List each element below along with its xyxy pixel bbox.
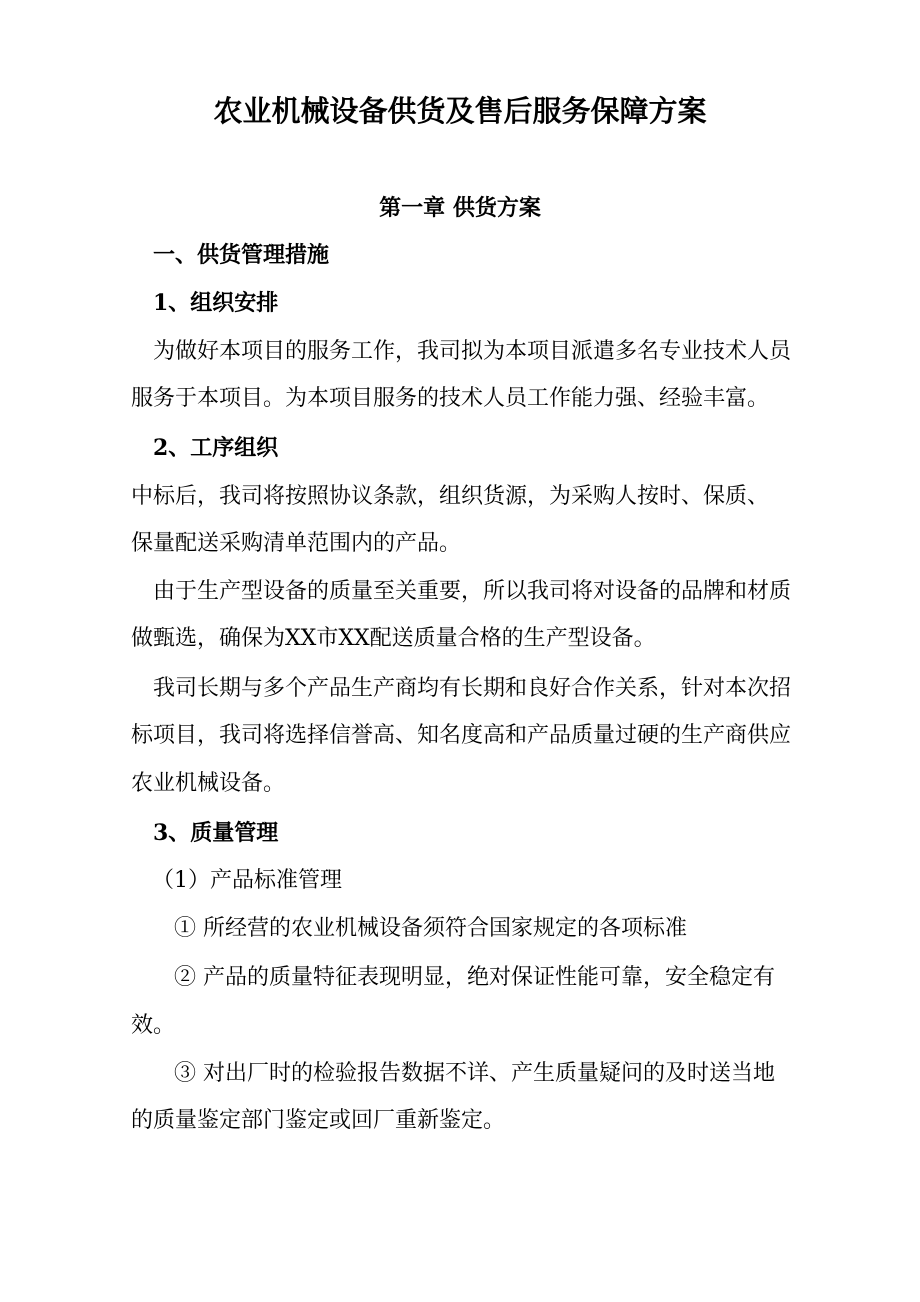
list-item-continuation: 效。 xyxy=(131,1013,176,1038)
paragraph-line: 保量配送采购清单范围内的产品。 xyxy=(131,531,462,556)
list-item-heading: （1）产品标准管理 xyxy=(152,868,342,893)
paragraph-line: 农业机械设备。 xyxy=(131,771,286,796)
paragraph-line: 我司长期与多个产品生产商均有长期和良好合作关系，针对本次招 xyxy=(153,676,792,701)
paragraph-line: 为做好本项目的服务工作，我司拟为本项目派遣多名专业技术人员 xyxy=(153,339,792,364)
paragraph-line: 由于生产型设备的质量至关重要，所以我司将对设备的品牌和材质 xyxy=(153,579,792,604)
chapter-title: 第一章 供货方案 xyxy=(379,195,541,221)
list-item-continuation: 的质量鉴定部门鉴定或回厂重新鉴定。 xyxy=(131,1108,506,1133)
subsection-heading: 3、质量管理 xyxy=(153,820,279,846)
paragraph-line: 标项目，我司将选择信誉高、知名度高和产品质量过硬的生产商供应 xyxy=(131,723,792,748)
document-title: 农业机械设备供货及售后服务保障方案 xyxy=(213,94,707,128)
paragraph-line: 做甄选，确保为XX市XX配送质量合格的生产型设备。 xyxy=(131,626,656,651)
list-item: ③ 对出厂时的检验报告数据不详、产生质量疑问的及时送当地 xyxy=(174,1061,775,1086)
list-item: ② 产品的质量特征表现明显，绝对保证性能可靠，安全稳定有 xyxy=(174,965,775,990)
subsection-heading: 2、工序组织 xyxy=(153,435,279,461)
subsection-heading: 1、组织安排 xyxy=(153,290,279,316)
paragraph-line: 中标后，我司将按照协议条款，组织货源，为采购人按时、保质、 xyxy=(131,484,770,509)
list-item: ① 所经营的农业机械设备须符合国家规定的各项标准 xyxy=(174,916,687,941)
paragraph-line: 服务于本项目。为本项目服务的技术人员工作能力强、经验丰富。 xyxy=(131,386,770,411)
section-heading: 一、供货管理措施 xyxy=(153,242,330,268)
